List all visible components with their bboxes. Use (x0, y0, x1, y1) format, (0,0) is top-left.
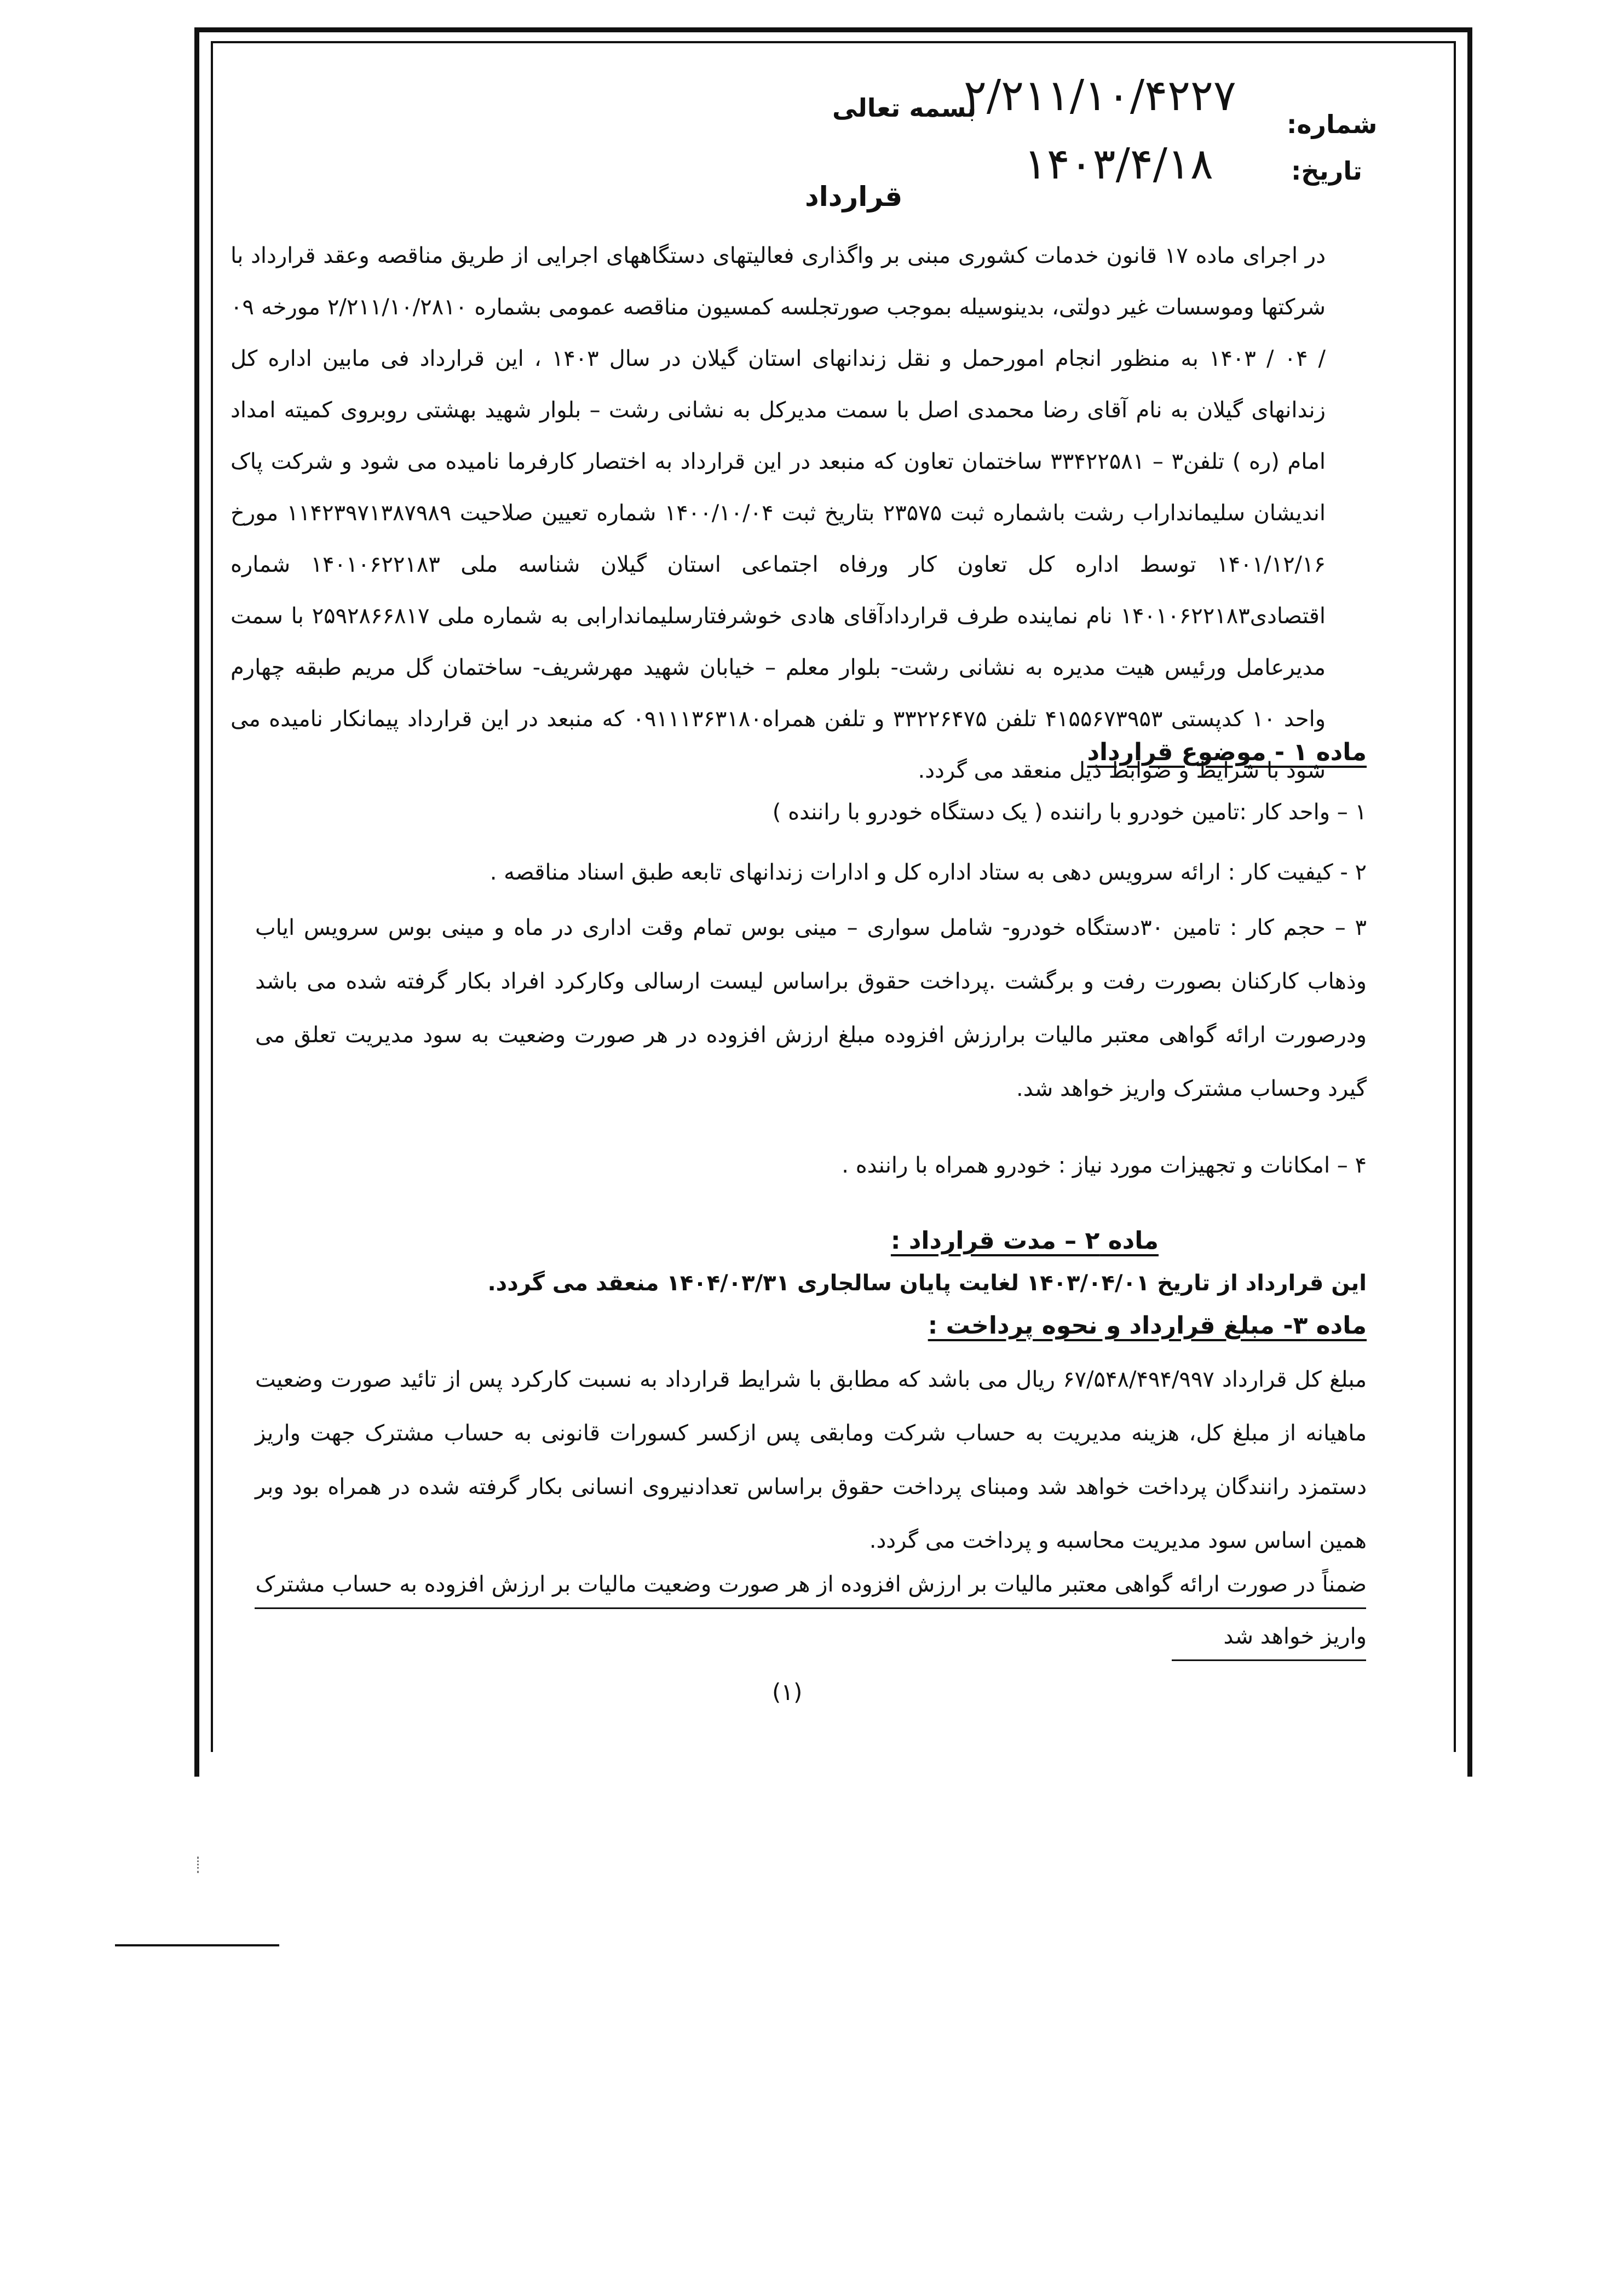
note-underline (255, 1607, 1366, 1609)
number-label: شماره: (1287, 110, 1378, 139)
article1-item2: ۲ - کیفیت کار : ارائه سرویس دهی به ستاد اداره کل و ادارات زندانهای تابعه طبق اسناد مناقصه . (489, 860, 1367, 885)
article2-text: این قرارداد از تاریخ ۱۴۰۳/۰۴/۰۱ لغایت پایان سالجاری ۱۴۰۴/۰۳/۳۱ منعقد می گردد. (487, 1271, 1367, 1296)
article2-heading: ماده ۲ – مدت قرارداد : (890, 1227, 1159, 1255)
handwritten-number: ۲/۲۱۱/۱۰/۴۲۲۷ (964, 71, 1236, 120)
article3-note-line2: واریز خواهد شد (1223, 1624, 1367, 1649)
document-title: قرارداد (805, 181, 903, 212)
article1-item1: ۱ – واحد کار :تامین خودرو با راننده ( یک دستگاه خودرو با راننده ) (772, 800, 1367, 825)
article1-item3: ۳ – حجم کار : تامین ۳۰دستگاه خودرو- شامل سواری – مینی بوس تمام وقت اداری در ماه و مینی بوس سرویس ایاب وذهاب کارکنان بصورت رفت و برگشت .پرداخت حقوق براساس لیست ارسالی وکارکرد افراد بکار گرفته شده می باشد ودرصورت ارائه گواهی معتبر مالیات برارزش افزوده مبلغ ارزش افزوده در هر صورت وضعیت به سود مدیریت تعلق می گیرد وحساب مشترک واریز خواهد شد. (255, 915, 1367, 1101)
invocation-heading: بسمه تعالی (832, 93, 977, 123)
intro-paragraph: در اجرای ماده ۱۷ قانون خدمات کشوری مبنی بر واگذاری فعالیتهای دستگاههای اجرایی از طریق مناقصه وعقد قرارداد با شرکتها وموسسات غیر دولتی، بدینوسیله بموجب صورتجلسه کمسیون مناقصه عمومی بشماره ۲/۲۱۱/۱۰/۲۸۱۰ مورخه ۰۹ / ۰۴ / ۱۴۰۳ به منظور انجام امورحمل و نقل زندانهای استان گیلان در سال ۱۴۰۳ ، این قرارداد فی مابین اداره کل زندانهای گیلان به نام آقای رضا محمدی اصل با سمت مدیرکل به نشانی رشت – بلوار شهید بهشتی روبروی کمیته امداد امام (ره ) تلفن۳ – ۳۳۴۲۲۵۸۱ ساختمان تعاون که منبعد در این قرارداد به اختصار کارفرما نامیده می شود و شرکت پاک اندیشان سلیمانداراب رشت باشماره ثبت ۲۳۵۷۵ بتاریخ ثبت ۱۴۰۰/۱۰/۰۴ شماره تعیین صلاحیت ۱۱۴۲۳۹۷۱۳۸۷۹۸۹ مورخ ۱۴۰۱/۱۲/۱۶ توسط اداره کل تعاون کار ورفاه اجتماعی استان گیلان شناسه ملی ۱۴۰۱۰۶۲۲۱۸۳ شماره اقتصادی۱۴۰۱۰۶۲۲۱۸۳ نام نماینده طرف قراردادآقای هادی خوشرفتارسلیماندارابی به شماره ملی ۲۵۹۲۸۶۶۸۱۷ با سمت مدیرعامل ورئیس هیت مدیره به نشانی رشت- بلوار معلم – خیابان شهید مهرشریف- ساختمان گل مریم طبقه چهارم واحد ۱۰ کدپستی ۴۱۵۵۶۷۳۹۵۳ تلفن ۳۳۲۲۶۴۷۵ و تلفن همراه۰۹۱۱۱۳۶۳۱۸۰ که منبعد در این قرارداد پیمانکار نامیده می شود با شرایط و ضوابط ذیل منعقد می گردد. (231, 243, 1326, 783)
article1-item4: ۴ – امکانات و تجهیزات مورد نیاز : خودرو همراه با راننده . (842, 1153, 1367, 1178)
article3-paragraph: مبلغ کل قرارداد ۶۷/۵۴۸/۴۹۴/۹۹۷ ریال می باشد که مطابق با شرایط قرارداد به نسبت کارکرد پس از تائید صورت وضعیت ماهیانه از مبلغ کل، هزینه مدیریت به حساب شرکت ومابقی پس ازکسر کسورات قانونی به حساب مشترک جهت واریز دستمزد رانندگان پرداخت خواهد شد ومبنای پرداخت حقوق براساس تعدادنیروی انسانی بکار گرفته شده در همراه بود وبر همین اساس سود مدیریت محاسبه و پرداخت می گردد. (255, 1367, 1367, 1553)
article1-heading: ماده ۱ - موضوع قرارداد (1087, 738, 1367, 766)
page-number: (۱) (772, 1679, 803, 1705)
date-label: تاریخ: (1291, 156, 1362, 186)
scan-mark (197, 1857, 201, 1873)
footer-rule (115, 1944, 279, 1946)
note-underline-short (1172, 1659, 1366, 1661)
article3-heading: ماده ۳- مبلغ قرارداد و نحوه پرداخت : (928, 1312, 1367, 1340)
article3-note-line1: ضمناً در صورت ارائه گواهی معتبر مالیات بر ارزش افزوده از هر صورت وضعیت مالیات بر ارزش افزوده به حساب مشترک (255, 1572, 1367, 1597)
handwritten-date: ۱۴۰۳/۴/۱۸ (1024, 140, 1213, 189)
